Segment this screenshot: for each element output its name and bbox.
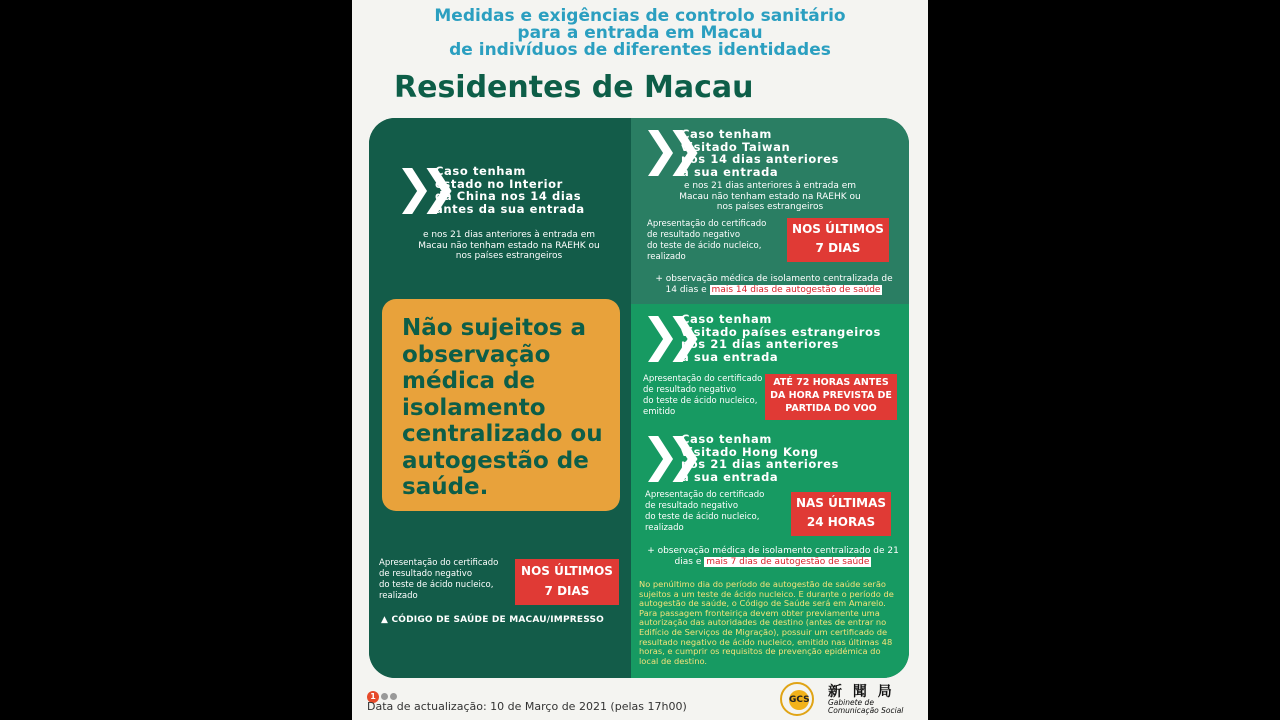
hongkong-note: No penúltimo dia do período de autogestão de saúde serão sujeitos a um teste de ácido nucleico. E durante o período de autogestão de saúde, o Código de Saúde será em Amarelo. Para passagem fronteiriça devem obter previamente uma autorização das autoridades de destino (antes de entrar no Edifício de Serviços de Migração), possuir um certificado de resultado negativo de ácido nucleico, emitido nas últimas 48 horas, e cumprir os requisitos de prevenção epidémica do local de destino. — [639, 579, 894, 666]
mainland-subtext: e nos 21 dias anteriores à entrada em Macau não tenham estado na RAEHK ou nos países estrangeiros — [418, 230, 600, 261]
poster-subtitle: Residentes de Macau — [394, 70, 754, 105]
chevron-right-icon: ❯❯ — [641, 122, 691, 176]
mainland-time-badge: NOS ÚLTIMOS 7 DIAS — [515, 559, 619, 605]
no-quarantine-box — [382, 299, 620, 511]
no-quarantine-text: Não sujeitos a observação médica de isolamento centralizado ou autogestão de saúde. — [402, 315, 603, 500]
page-dot[interactable] — [390, 693, 397, 700]
taiwan-observation: + observação médica de isolamento centralizada de 14 dias e mais 14 dias de autogestão de saúde — [655, 274, 893, 295]
taiwan-time-badge: NOS ÚLTIMOS 7 DIAS — [787, 218, 889, 262]
title-line: Medidas e exigências de controlo sanitário — [434, 6, 846, 26]
info-poster — [352, 0, 928, 720]
logo-chinese-name: 新 聞 局 — [828, 684, 895, 700]
mainland-cert-text: Apresentação do certificado de resultado negativo do teste de ácido nucleico, realizado — [379, 558, 499, 601]
page-dot[interactable] — [381, 693, 388, 700]
foreign-cert-text: Apresentação do certificado de resultado negativo do teste de ácido nucleico, emitido — [643, 374, 763, 417]
logo-mark: GCS — [789, 690, 809, 710]
mainland-panel — [369, 118, 631, 678]
self-management-highlight: mais 14 dias de autogestão de saúde — [711, 284, 881, 295]
gcs-logo — [776, 680, 926, 718]
taiwan-cert-text: Apresentação do certificado de resultado negativo do teste de ácido nucleico, realizado — [647, 219, 767, 262]
info-card — [369, 118, 909, 678]
taiwan-subtext: e nos 21 dias anteriores à entrada em Macau não tenham estado na RAEHK ou nos países estrangeiros — [679, 181, 861, 212]
mainland-heading: Caso tenham estado no Interior da China nos 14 dias antes da sua entrada — [435, 164, 585, 216]
hongkong-heading: Caso tenham visitado Hong Kong nos 21 dias anteriores à sua entrada — [681, 432, 839, 484]
hongkong-cert-text: Apresentação do certificado de resultado negativo do teste de ácido nucleico, realizado — [645, 490, 765, 533]
logo-portuguese-name: Gabinete de Comunicação Social — [828, 698, 904, 715]
taiwan-panel — [631, 118, 909, 304]
foreign-heading: Caso tenham visitado países estrangeiros nos 21 dias anteriores à sua entrada — [681, 312, 881, 364]
poster-title — [352, 8, 928, 59]
taiwan-heading: Caso tenham visitado Taiwan nos 14 dias anteriores à sua entrada — [681, 127, 839, 179]
chevron-right-icon: ❯❯ — [641, 308, 691, 362]
chevron-right-icon: ❯❯ — [641, 428, 691, 482]
health-code-note: ▲ CÓDIGO DE SAÚDE DE MACAU/IMPRESSO — [381, 615, 605, 625]
foreign-time-badge: ATÉ 72 HORAS ANTES DA HORA PREVISTA DE PARTIDA DO VOO — [765, 374, 897, 420]
self-management-highlight: mais 7 dias de autogestão de saúde — [706, 556, 870, 567]
chevron-right-icon: ❯❯ — [395, 160, 445, 214]
hongkong-observation: + observação médica de isolamento centralizado de 21 dias e mais 7 dias de autogestão de saúde — [647, 546, 899, 567]
hongkong-time-badge: NAS ÚLTIMAS 24 HORAS — [791, 492, 891, 536]
page-dot-active[interactable]: 1 — [367, 691, 379, 703]
title-line: de indivíduos de diferentes identidades — [449, 40, 831, 60]
title-line: para a entrada em Macau — [517, 23, 763, 43]
update-date: Data de actualização: 10 de Março de 2021 (pelas 17h00) — [367, 700, 687, 713]
